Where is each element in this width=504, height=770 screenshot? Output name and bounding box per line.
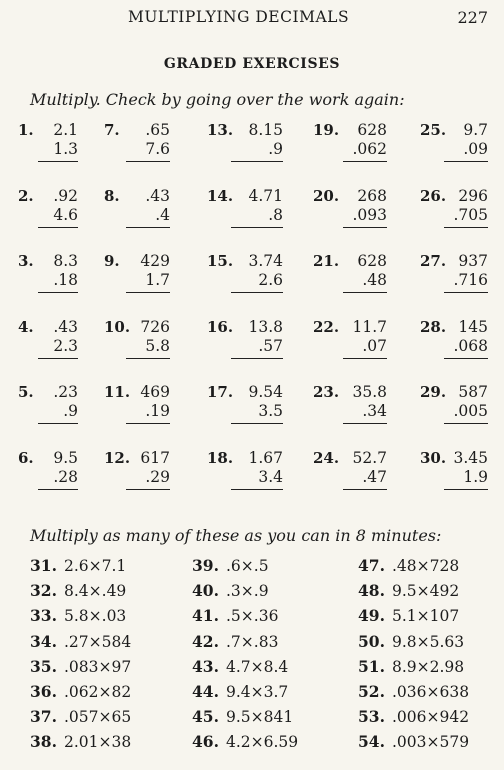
exercise-2 <box>18 187 78 237</box>
exercise-number: 50. <box>358 632 385 651</box>
multiplicand: 9.54 <box>248 383 283 401</box>
multiplier: 3.5 <box>258 402 283 420</box>
exercise-28 <box>420 318 488 368</box>
exercise-number: 7. <box>104 121 120 139</box>
timed-exercise-36 <box>30 682 131 701</box>
answer-rule-line <box>444 292 488 293</box>
multiplicand: .43 <box>53 318 78 336</box>
multiplicand: 268 <box>357 187 387 205</box>
expression: .006×942 <box>392 708 470 726</box>
multiplicand: .65 <box>145 121 170 139</box>
timed-exercise-33 <box>30 606 126 625</box>
exercise-number: 22. <box>313 318 340 336</box>
multiplicand: 628 <box>357 252 387 270</box>
multiplier: .19 <box>145 402 170 420</box>
timed-exercise-46 <box>192 732 298 751</box>
exercise-18 <box>207 449 283 499</box>
exercise-number: 31. <box>30 556 57 575</box>
timed-exercise-39 <box>192 556 269 575</box>
exercise-number: 52. <box>358 682 385 701</box>
answer-rule-line <box>38 227 78 228</box>
answer-rule-line <box>343 227 387 228</box>
expression: 5.8×.03 <box>64 607 127 625</box>
exercise-number: 11. <box>104 383 131 401</box>
exercise-11 <box>104 383 170 433</box>
answer-rule-line <box>231 227 283 228</box>
exercise-number: 34. <box>30 632 57 651</box>
multiplicand: 1.67 <box>248 449 283 467</box>
answer-rule-line <box>444 227 488 228</box>
exercise-number: 10. <box>104 318 131 336</box>
answer-rule-line <box>444 161 488 162</box>
expression: 4.2×6.59 <box>226 733 299 751</box>
exercise-6 <box>18 449 78 499</box>
multiplicand: 35.8 <box>352 383 387 401</box>
answer-rule-line <box>343 161 387 162</box>
running-head-title: MULTIPLYING DECIMALS <box>128 8 350 26</box>
multiplier: 7.6 <box>145 140 170 158</box>
exercise-number: 14. <box>207 187 234 205</box>
exercise-26 <box>420 187 488 237</box>
answer-rule-line <box>343 423 387 424</box>
exercise-number: 21. <box>313 252 340 270</box>
exercise-number: 23. <box>313 383 340 401</box>
multiplier: .9 <box>63 402 78 420</box>
timed-exercise-45 <box>192 707 293 726</box>
answer-rule-line <box>231 358 283 359</box>
multiplier: .062 <box>352 140 387 158</box>
timed-exercises-list <box>0 556 504 766</box>
expression: 8.4×.49 <box>64 582 127 600</box>
multiplier: .07 <box>362 337 387 355</box>
expression: .27×584 <box>64 633 132 651</box>
exercise-27 <box>420 252 488 302</box>
timed-exercise-32 <box>30 581 126 600</box>
expression: .036×638 <box>392 683 470 701</box>
exercise-number: 42. <box>192 632 219 651</box>
timed-exercise-37 <box>30 707 131 726</box>
multiplicand: .23 <box>53 383 78 401</box>
multiplier: 4.6 <box>53 206 78 224</box>
answer-rule-line <box>444 423 488 424</box>
answer-rule-line <box>444 489 488 490</box>
multiplier: .8 <box>268 206 283 224</box>
exercise-22 <box>313 318 387 368</box>
answer-rule-line <box>126 292 170 293</box>
exercise-number: 4. <box>18 318 34 336</box>
timed-exercise-41 <box>192 606 278 625</box>
multiplicand: 2.1 <box>53 121 78 139</box>
expression: 9.4×3.7 <box>226 683 289 701</box>
exercise-number: 39. <box>192 556 219 575</box>
multiplier: .28 <box>53 468 78 486</box>
multiplicand: 145 <box>458 318 488 336</box>
exercise-number: 26. <box>420 187 447 205</box>
timed-exercise-43 <box>192 657 288 676</box>
exercise-number: 38. <box>30 732 57 751</box>
multiplier: .09 <box>463 140 488 158</box>
multiplier: .48 <box>362 271 387 289</box>
exercise-number: 8. <box>104 187 120 205</box>
exercise-number: 24. <box>313 449 340 467</box>
exercise-12 <box>104 449 170 499</box>
exercise-number: 41. <box>192 606 219 625</box>
multiplicand: 429 <box>140 252 170 270</box>
exercise-29 <box>420 383 488 433</box>
exercise-number: 3. <box>18 252 34 270</box>
multiplier: 1.3 <box>53 140 78 158</box>
exercise-number: 28. <box>420 318 447 336</box>
timed-exercise-47 <box>358 556 459 575</box>
exercise-20 <box>313 187 387 237</box>
multiplier: 1.7 <box>145 271 170 289</box>
exercise-number: 36. <box>30 682 57 701</box>
answer-rule-line <box>343 489 387 490</box>
exercise-number: 16. <box>207 318 234 336</box>
expression: .083×97 <box>64 658 132 676</box>
exercise-19 <box>313 121 387 171</box>
answer-rule-line <box>231 161 283 162</box>
exercise-number: 44. <box>192 682 219 701</box>
expression: .48×728 <box>392 557 460 575</box>
answer-rule-line <box>38 489 78 490</box>
multiplier: .005 <box>453 402 488 420</box>
multiplicand: 469 <box>140 383 170 401</box>
exercise-21 <box>313 252 387 302</box>
instruction-timed: Multiply as many of these as you can in 8 minutes: <box>30 526 442 545</box>
exercise-23 <box>313 383 387 433</box>
multiplicand: 937 <box>458 252 488 270</box>
answer-rule-line <box>38 423 78 424</box>
timed-exercise-40 <box>192 581 269 600</box>
multiplier: .4 <box>155 206 170 224</box>
answer-rule-line <box>126 161 170 162</box>
exercise-9 <box>104 252 170 302</box>
exercise-number: 30. <box>420 449 447 467</box>
multiplicand: 4.71 <box>248 187 283 205</box>
exercise-17 <box>207 383 283 433</box>
exercise-10 <box>104 318 170 368</box>
expression: 9.5×841 <box>226 708 294 726</box>
multiplicand: 9.7 <box>463 121 488 139</box>
expression: .5×.36 <box>226 607 279 625</box>
page-header <box>0 8 504 32</box>
timed-exercise-31 <box>30 556 126 575</box>
exercise-number: 32. <box>30 581 57 600</box>
exercise-number: 20. <box>313 187 340 205</box>
exercise-13 <box>207 121 283 171</box>
answer-rule-line <box>126 489 170 490</box>
exercise-30 <box>420 449 488 499</box>
exercise-8 <box>104 187 170 237</box>
answer-rule-line <box>231 292 283 293</box>
timed-exercise-50 <box>358 632 464 651</box>
exercise-5 <box>18 383 78 433</box>
exercise-4 <box>18 318 78 368</box>
instruction-graded: Multiply. Check by going over the work again: <box>30 90 405 109</box>
exercise-number: 13. <box>207 121 234 139</box>
multiplicand: 13.8 <box>248 318 283 336</box>
exercise-number: 25. <box>420 121 447 139</box>
exercise-number: 40. <box>192 581 219 600</box>
exercise-number: 29. <box>420 383 447 401</box>
exercise-number: 15. <box>207 252 234 270</box>
multiplicand: 52.7 <box>352 449 387 467</box>
multiplier: .705 <box>453 206 488 224</box>
multiplier: 2.6 <box>258 271 283 289</box>
exercise-number: 35. <box>30 657 57 676</box>
timed-exercise-49 <box>358 606 459 625</box>
expression: 9.5×492 <box>392 582 460 600</box>
exercise-number: 33. <box>30 606 57 625</box>
exercise-number: 27. <box>420 252 447 270</box>
exercise-number: 17. <box>207 383 234 401</box>
expression: 4.7×8.4 <box>226 658 289 676</box>
exercise-15 <box>207 252 283 302</box>
timed-exercise-52 <box>358 682 469 701</box>
exercise-number: 12. <box>104 449 131 467</box>
exercise-number: 5. <box>18 383 34 401</box>
multiplier: .47 <box>362 468 387 486</box>
timed-exercise-34 <box>30 632 131 651</box>
multiplier: .716 <box>453 271 488 289</box>
answer-rule-line <box>444 358 488 359</box>
multiplier: 1.9 <box>463 468 488 486</box>
multiplicand: 296 <box>458 187 488 205</box>
exercise-1 <box>18 121 78 171</box>
exercise-number: 46. <box>192 732 219 751</box>
multiplier: 2.3 <box>53 337 78 355</box>
exercise-16 <box>207 318 283 368</box>
multiplicand: 726 <box>140 318 170 336</box>
multiplicand: .43 <box>145 187 170 205</box>
exercise-number: 48. <box>358 581 385 600</box>
multiplier: .57 <box>258 337 283 355</box>
exercise-number: 2. <box>18 187 34 205</box>
expression: 5.1×107 <box>392 607 460 625</box>
page-number: 227 <box>457 8 488 27</box>
exercise-number: 49. <box>358 606 385 625</box>
multiplier: .093 <box>352 206 387 224</box>
multiplicand: .92 <box>53 187 78 205</box>
answer-rule-line <box>126 423 170 424</box>
answer-rule-line <box>343 292 387 293</box>
expression: .003×579 <box>392 733 470 751</box>
expression: .6×.5 <box>226 557 269 575</box>
expression: 2.01×38 <box>64 733 132 751</box>
answer-rule-line <box>38 358 78 359</box>
exercise-7 <box>104 121 170 171</box>
graded-exercises-grid <box>0 121 504 511</box>
exercise-number: 1. <box>18 121 34 139</box>
multiplier: 5.8 <box>145 337 170 355</box>
multiplier: 3.4 <box>258 468 283 486</box>
exercise-3 <box>18 252 78 302</box>
multiplicand: 3.45 <box>453 449 488 467</box>
expression: 9.8×5.63 <box>392 633 465 651</box>
exercise-number: 47. <box>358 556 385 575</box>
exercise-number: 51. <box>358 657 385 676</box>
timed-exercise-42 <box>192 632 278 651</box>
exercise-25 <box>420 121 488 171</box>
expression: 2.6×7.1 <box>64 557 127 575</box>
exercise-14 <box>207 187 283 237</box>
exercise-number: 18. <box>207 449 234 467</box>
exercise-number: 37. <box>30 707 57 726</box>
multiplicand: 8.15 <box>248 121 283 139</box>
multiplier: .34 <box>362 402 387 420</box>
expression: .3×.9 <box>226 582 269 600</box>
exercise-number: 54. <box>358 732 385 751</box>
multiplicand: 628 <box>357 121 387 139</box>
exercise-number: 9. <box>104 252 120 270</box>
expression: .057×65 <box>64 708 132 726</box>
exercise-number: 6. <box>18 449 34 467</box>
exercise-24 <box>313 449 387 499</box>
multiplicand: 8.3 <box>53 252 78 270</box>
answer-rule-line <box>38 161 78 162</box>
expression: 8.9×2.98 <box>392 658 465 676</box>
exercise-number: 45. <box>192 707 219 726</box>
answer-rule-line <box>231 423 283 424</box>
timed-exercise-48 <box>358 581 459 600</box>
multiplicand: 3.74 <box>248 252 283 270</box>
multiplicand: 587 <box>458 383 488 401</box>
expression: .7×.83 <box>226 633 279 651</box>
multiplier: .068 <box>453 337 488 355</box>
answer-rule-line <box>343 358 387 359</box>
exercise-number: 53. <box>358 707 385 726</box>
answer-rule-line <box>126 358 170 359</box>
exercise-number: 43. <box>192 657 219 676</box>
timed-exercise-38 <box>30 732 131 751</box>
multiplicand: 617 <box>140 449 170 467</box>
multiplier: .18 <box>53 271 78 289</box>
multiplicand: 11.7 <box>352 318 387 336</box>
answer-rule-line <box>126 227 170 228</box>
section-title: GRADED EXERCISES <box>163 56 341 72</box>
timed-exercise-35 <box>30 657 131 676</box>
answer-rule-line <box>38 292 78 293</box>
multiplicand: 9.5 <box>53 449 78 467</box>
exercise-number: 19. <box>313 121 340 139</box>
multiplier: .9 <box>268 140 283 158</box>
timed-exercise-53 <box>358 707 469 726</box>
expression: .062×82 <box>64 683 132 701</box>
multiplier: .29 <box>145 468 170 486</box>
answer-rule-line <box>231 489 283 490</box>
timed-exercise-51 <box>358 657 464 676</box>
timed-exercise-54 <box>358 732 469 751</box>
timed-exercise-44 <box>192 682 288 701</box>
